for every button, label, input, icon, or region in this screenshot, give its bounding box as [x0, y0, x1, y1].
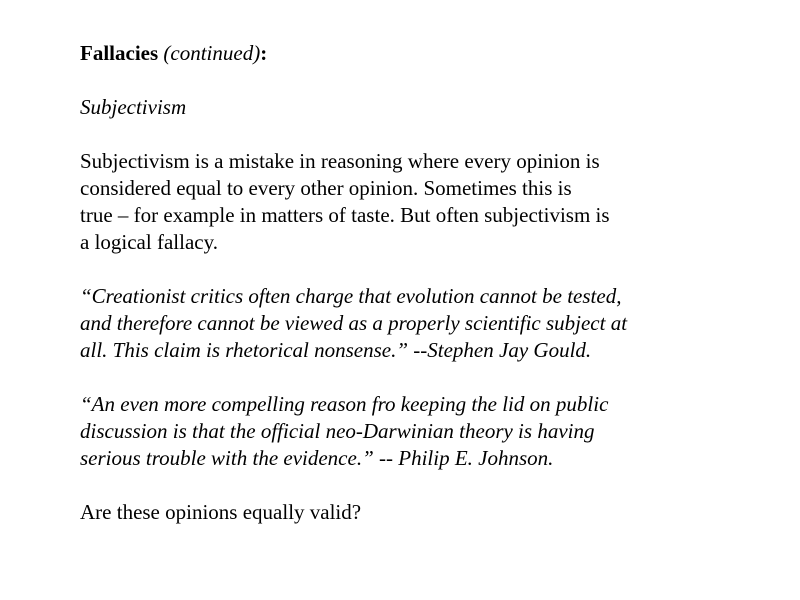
heading-title: Fallacies	[80, 41, 159, 65]
quote-line: and therefore cannot be viewed as a properly scientific subject at	[80, 311, 628, 335]
definition-line: considered equal to every other opinion. Sometimes this is	[80, 176, 572, 200]
section-subtitle: Subjectivism	[80, 95, 187, 119]
definition-line: Subjectivism is a mistake in reasoning where every opinion is	[80, 149, 600, 173]
quote-line: all. This claim is rhetorical nonsense.” --Stephen Jay Gould.	[80, 338, 592, 362]
slide-content	[80, 40, 780, 526]
quote-line: “Creationist critics often charge that evolution cannot be tested,	[80, 284, 622, 308]
heading-continued: (continued)	[163, 41, 261, 65]
quote-line: “An even more compelling reason fro keeping the lid on public	[80, 392, 609, 416]
definition-line: a logical fallacy.	[80, 230, 218, 254]
definition-line: true – for example in matters of taste. But often subjectivism is	[80, 203, 610, 227]
gould-quote	[80, 283, 780, 364]
closing-question: Are these opinions equally valid?	[80, 500, 362, 524]
slide-heading	[80, 40, 780, 67]
definition-paragraph	[80, 148, 780, 256]
quote-line: serious trouble with the evidence.” -- Philip E. Johnson.	[80, 446, 554, 470]
johnson-quote	[80, 391, 780, 472]
heading-colon: :	[260, 41, 268, 65]
quote-line: discussion is that the official neo-Darwinian theory is having	[80, 419, 595, 443]
